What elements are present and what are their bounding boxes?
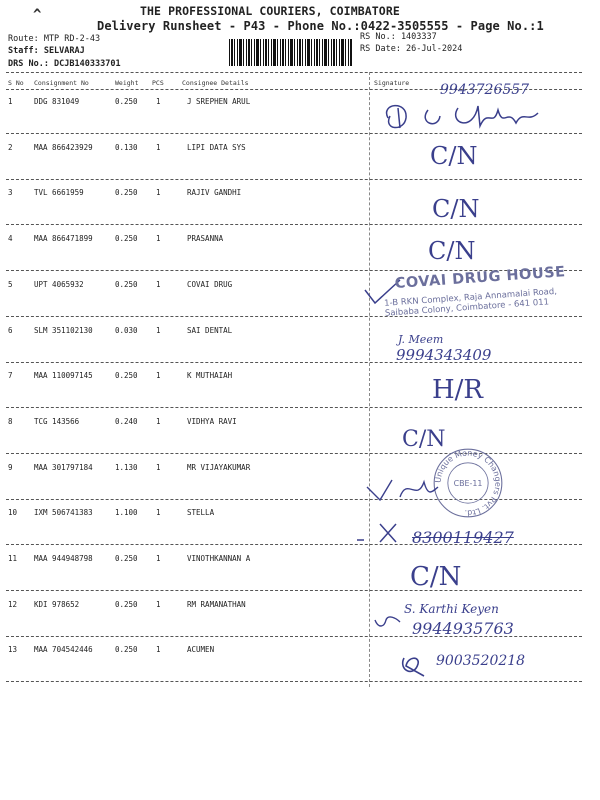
runsheet-subtitle: Delivery Runsheet - P43 - Phone No.:0422-3505555 - Page No.:1 — [97, 19, 544, 33]
signature-row6-name: J. Meem — [398, 333, 444, 346]
row-sno: 9 — [8, 463, 13, 472]
signature-row3: C/N — [432, 195, 480, 223]
row-consignment-no: TCG 143566 — [34, 417, 80, 426]
col-sno-header: S No — [8, 79, 24, 87]
row-weight: 0.250 — [115, 371, 138, 380]
row-weight: 0.250 — [115, 234, 138, 243]
signature-row9-scribble — [362, 472, 442, 508]
row-pcs: 1 — [156, 97, 161, 106]
row-sno: 3 — [8, 188, 13, 197]
col-pcs-header: PCS — [152, 79, 164, 87]
row-consignment-no: SLM 351102130 — [34, 326, 93, 335]
signature-row13-phone: 9003520218 — [436, 653, 526, 669]
stamp-company-address: 1-B RKN Complex, Raja Annamalai Road, Saibaba Colony, Coimbatore - 641 011 — [383, 286, 558, 319]
row-pcs: 1 — [156, 326, 161, 335]
rs-number: RS No.: 1403337 — [360, 32, 437, 42]
row-sno: 10 — [8, 508, 18, 517]
row-divider — [6, 224, 582, 225]
row-weight: 0.250 — [115, 554, 138, 563]
col-consignee-header: Consignee Details — [182, 79, 249, 87]
row-sno: 1 — [8, 97, 13, 106]
signature-row11: C/N — [410, 562, 462, 592]
row-sno: 4 — [8, 234, 13, 243]
route-label: Route: MTP RD-2-43 — [8, 34, 101, 44]
row-consignee: COVAI DRUG — [187, 280, 233, 289]
row-consignment-no: KDI 978652 — [34, 600, 80, 609]
row-weight: 0.250 — [115, 645, 138, 654]
row-pcs: 1 — [156, 234, 161, 243]
barcode-image — [229, 39, 352, 66]
header-top-divider — [6, 72, 582, 73]
row-consignment-no: MAA 301797184 — [34, 463, 93, 472]
row-pcs: 1 — [156, 554, 161, 563]
row-consignee: K MUTHAIAH — [187, 371, 233, 380]
money-changers-round-stamp — [432, 447, 504, 519]
signature-row1-phone: 9943726557 — [440, 82, 530, 98]
row-weight: 1.130 — [115, 463, 138, 472]
row-weight: 0.250 — [115, 280, 138, 289]
row-consignment-no: MAA 866471899 — [34, 234, 93, 243]
row-sno: 2 — [8, 143, 13, 152]
row-divider — [6, 179, 582, 180]
row-consignee: J SREPHEN ARUL — [187, 97, 251, 106]
tick-row12 — [372, 610, 402, 630]
row-consignment-no: TVL 6661959 — [34, 188, 84, 197]
row-sno: 8 — [8, 417, 13, 426]
row-divider — [6, 590, 582, 591]
row-pcs: 1 — [156, 280, 161, 289]
row-sno: 6 — [8, 326, 13, 335]
row-consignee: VINOTHKANNAN A — [187, 554, 251, 563]
signature-column-divider — [369, 72, 370, 687]
row-consignee: RAJIV GANDHI — [187, 188, 242, 197]
row-pcs: 1 — [156, 417, 161, 426]
drs-number: DRS No.: DCJB140333701 — [8, 59, 121, 69]
row-pcs: 1 — [156, 645, 161, 654]
row-pcs: 1 — [156, 508, 161, 517]
col-signature-header: Signature — [374, 79, 410, 87]
row-pcs: 1 — [156, 463, 161, 472]
row-sno: 5 — [8, 280, 13, 289]
col-consignment-header: Consignment No — [34, 79, 89, 87]
signature-row7: H/R — [432, 375, 484, 405]
row-consignee: PRASANNA — [187, 234, 224, 243]
company-title: THE PROFESSIONAL COURIERS, COIMBATORE — [140, 4, 400, 18]
row-sno: 13 — [8, 645, 18, 654]
row-weight: 0.250 — [115, 600, 138, 609]
col-weight-header: Weight — [115, 79, 139, 87]
row-divider — [6, 681, 582, 682]
row-consignee: VIDHYA RAVI — [187, 417, 237, 426]
row-pcs: 1 — [156, 143, 161, 152]
signature-row1-scribble — [378, 98, 548, 138]
row-consignment-no: IXM 506741383 — [34, 508, 93, 517]
row-weight: 0.130 — [115, 143, 138, 152]
row-consignment-no: MAA 704542446 — [34, 645, 93, 654]
row-divider — [6, 407, 582, 408]
signature-row12-phone: 9944935763 — [412, 619, 514, 638]
signature-row10-phone: 8300119427 — [412, 528, 514, 547]
signature-row8: C/N — [402, 427, 446, 452]
row-consignee: STELLA — [187, 508, 215, 517]
row-pcs: 1 — [156, 371, 161, 380]
row-consignment-no: UPT 4065932 — [34, 280, 84, 289]
row-consignment-no: DDG 831049 — [34, 97, 80, 106]
signature-row4: C/N — [428, 237, 476, 265]
signature-row6-phone: 9994343409 — [396, 346, 492, 364]
row-weight: 1.100 — [115, 508, 138, 517]
row-consignment-no: MAA 866423929 — [34, 143, 93, 152]
stamp-ring-text: Unique Money Changers Pvt. Ltd. — [433, 448, 503, 518]
row-consignee: ACUMEN — [187, 645, 215, 654]
row-weight: 0.250 — [115, 97, 138, 106]
signature-row13-scribble — [396, 652, 430, 680]
row-pcs: 1 — [156, 188, 161, 197]
row-consignment-no: MAA 110097145 — [34, 371, 93, 380]
row-pcs: 1 — [156, 600, 161, 609]
row-sno: 11 — [8, 554, 18, 563]
covai-drug-house-stamp — [380, 261, 584, 333]
row-consignment-no: MAA 944948798 — [34, 554, 93, 563]
signature-row10-mark — [352, 520, 412, 546]
row-sno: 7 — [8, 371, 13, 380]
signature-row2: C/N — [430, 142, 478, 170]
staff-label: Staff: SELVARAJ — [8, 46, 85, 56]
row-consignee: RM RAMANATHAN — [187, 600, 246, 609]
row-weight: 0.240 — [115, 417, 138, 426]
rs-date: RS Date: 26-Jul-2024 — [360, 44, 463, 54]
signature-row12-name: S. Karthi Keyen — [404, 602, 499, 616]
row-sno: 12 — [8, 600, 18, 609]
row-weight: 0.250 — [115, 188, 138, 197]
stamp-company-name: COVAI DRUG HOUSE — [394, 264, 567, 293]
caret-mark: ^ — [33, 7, 42, 23]
row-consignee: MR VIJAYAKUMAR — [187, 463, 251, 472]
row-divider — [6, 362, 582, 363]
row-consignee: SAI DENTAL — [187, 326, 233, 335]
row-weight: 0.030 — [115, 326, 138, 335]
row-consignee: LIPI DATA SYS — [187, 143, 246, 152]
stamp-center-text: CBE-11 — [453, 478, 483, 488]
